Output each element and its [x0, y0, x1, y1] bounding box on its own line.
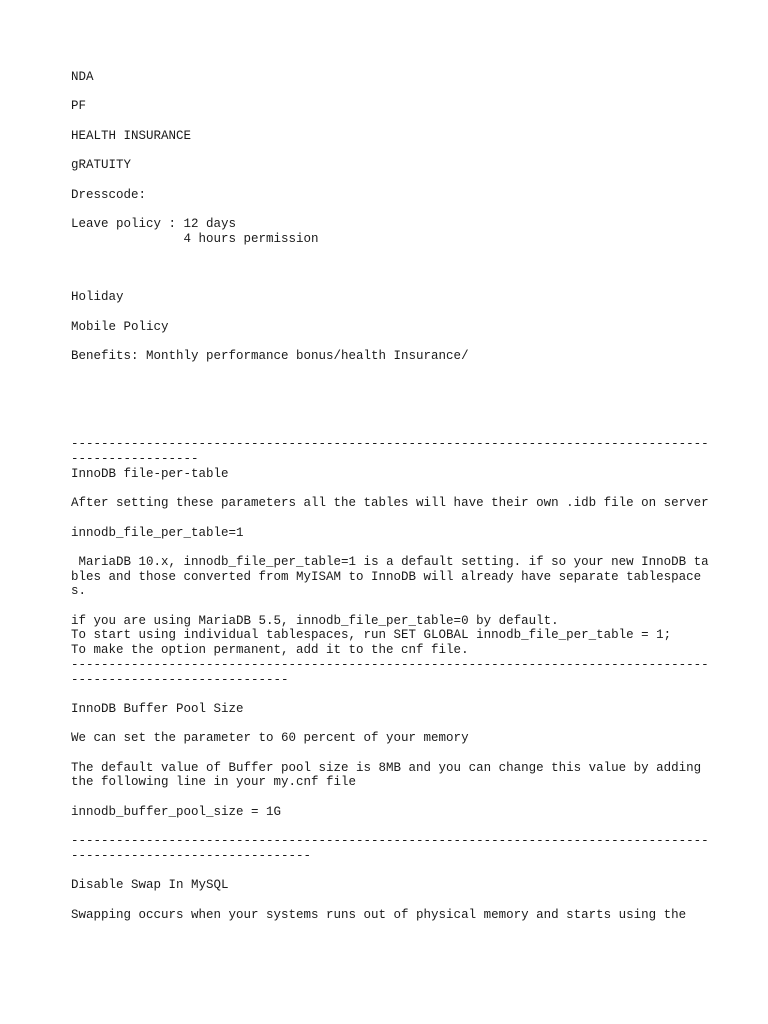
swap-description: Swapping occurs when your systems runs out of physical memory and starts using the — [71, 907, 687, 922]
spacer — [71, 820, 711, 835]
benefits-line: Benefits: Monthly performance bonus/health Insurance/ — [71, 349, 469, 364]
leave-policy-line: Leave policy : 12 days — [71, 216, 237, 231]
spacer — [71, 790, 711, 805]
separator-line: ------------------------------------------------------------------------------------------------------ — [71, 437, 709, 467]
spacer — [71, 334, 711, 349]
health-insurance-line: HEALTH INSURANCE — [71, 128, 192, 143]
pf-line: PF — [71, 99, 87, 114]
spacer — [71, 746, 711, 761]
mariadb-55-permanent: To make the option permanent, add it to the cnf file. — [71, 643, 469, 658]
spacer — [71, 364, 711, 438]
file-per-table-setting: innodb_file_per_table=1 — [71, 525, 244, 540]
buffer-pool-description: We can set the parameter to 60 percent of your memory — [71, 731, 469, 746]
separator-line: --------------------------------------------------------------------------------------------------------------------- — [71, 834, 709, 863]
buffer-pool-heading: InnoDB Buffer Pool Size — [71, 701, 244, 716]
document-body — [71, 70, 711, 922]
spacer — [71, 305, 711, 320]
spacer — [71, 687, 711, 702]
dresscode-line: Dresscode: — [71, 187, 147, 202]
spacer — [71, 511, 711, 526]
separator-line: ------------------------------------------------------------------------------------------------------------------ — [71, 657, 709, 687]
mobile-policy-line: Mobile Policy — [71, 319, 169, 334]
nda-line: NDA — [71, 70, 94, 84]
file-per-table-heading: InnoDB file-per-table — [71, 466, 229, 481]
spacer — [71, 893, 711, 908]
gratuity-line: gRATUITY — [71, 158, 132, 173]
spacer — [71, 717, 711, 732]
buffer-pool-setting: innodb_buffer_pool_size = 1G — [71, 804, 282, 819]
file-per-table-description: After setting these parameters all the tables will have their own .idb file on server — [71, 496, 709, 511]
spacer — [71, 540, 711, 555]
spacer — [71, 246, 711, 290]
spacer — [71, 114, 711, 129]
swap-heading: Disable Swap In MySQL — [71, 878, 229, 893]
mariadb-55-note: if you are using MariaDB 5.5, innodb_file_per_table=0 by default. — [71, 613, 559, 628]
spacer — [71, 599, 711, 614]
buffer-pool-default: The default value of Buffer pool size is 8MB and you can change this value by adding the following line in your my.cnf file — [71, 760, 709, 790]
holiday-line: Holiday — [71, 290, 124, 305]
spacer — [71, 143, 711, 158]
spacer — [71, 173, 711, 188]
spacer — [71, 85, 711, 100]
spacer — [71, 481, 711, 496]
spacer — [71, 864, 711, 879]
mariadb-10-note: MariaDB 10.x, innodb_file_per_table=1 is a default setting. if so your new InnoDB tables and those converted from MyISAM to InnoDB will already have separate tablespaces. — [71, 554, 709, 599]
spacer — [71, 202, 711, 217]
mariadb-55-instruction: To start using individual tablespaces, run SET GLOBAL innodb_file_per_table = 1; — [71, 628, 672, 643]
leave-policy-permission-line: 4 hours permission — [71, 231, 319, 246]
